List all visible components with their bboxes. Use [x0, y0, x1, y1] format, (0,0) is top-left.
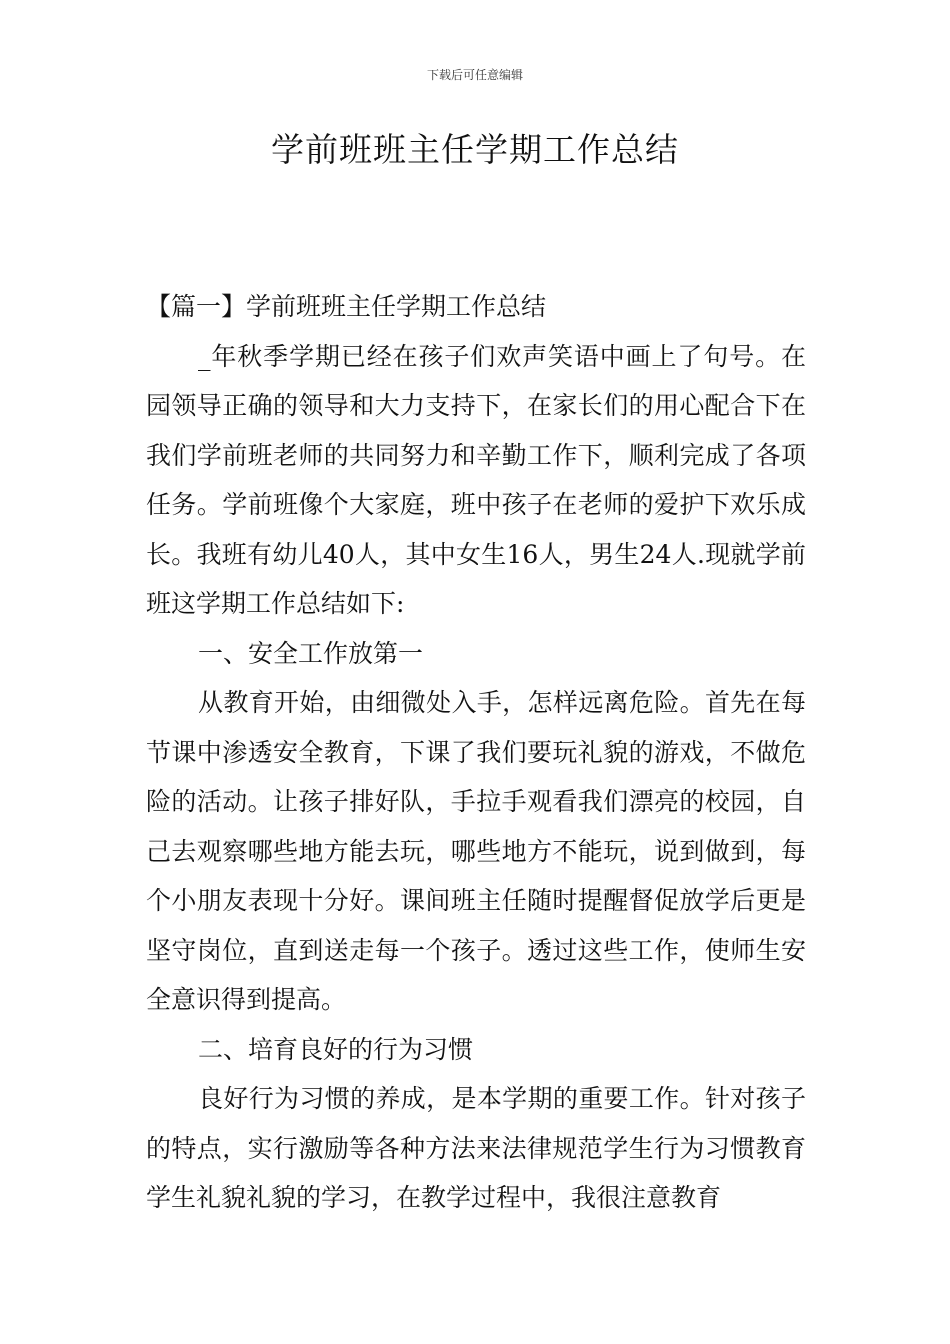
- safety-paragraph: 从教育开始，由细微处入手，怎样远离危险。首先在每节课中渗透安全教育，下课了我们要玩礼貌的游戏，不做危险的活动。让孩子排好队，手拉手观看我们漂亮的校园，自己去观察哪些地方能去玩，哪些地方不能玩，说到做到，每个小朋友表现十分好。课间班主任随时提醒督促放学后更是坚守岗位，直到送走每一个孩子。透过这些工作，使师生安全意识得到提高。: [146, 688, 806, 1014]
- subheading-safety: 一、安全工作放第一: [198, 638, 424, 668]
- document-title: 学前班班主任学期工作总结: [271, 130, 679, 169]
- section-heading-part-one: 【篇一】学前班班主任学期工作总结: [146, 292, 547, 321]
- document-body: [146, 282, 806, 1223]
- intro-paragraph: _年秋季学期已经在孩子们欢声笑语中画上了句号。在园领导正确的领导和大力支持下，在家长们的用心配合下在我们学前班老师的共同努力和辛勤工作下，顺利完成了各项任务。学前班像个大家庭，班中孩子在老师的爱护下欢乐成长。我班有幼儿40人，其中女生16人，男生24人.现就学前班这学期工作总结如下:: [146, 341, 806, 618]
- subheading-habits: 二、培育良好的行为习惯: [198, 1034, 474, 1064]
- habits-paragraph: 良好行为习惯的养成，是本学期的重要工作。针对孩子的特点，实行激励等各种方法来法律规范学生行为习惯教育学生礼貌礼貌的学习，在教学过程中，我很注意教育: [146, 1084, 806, 1212]
- header-note: 下载后可任意编辑: [426, 68, 523, 82]
